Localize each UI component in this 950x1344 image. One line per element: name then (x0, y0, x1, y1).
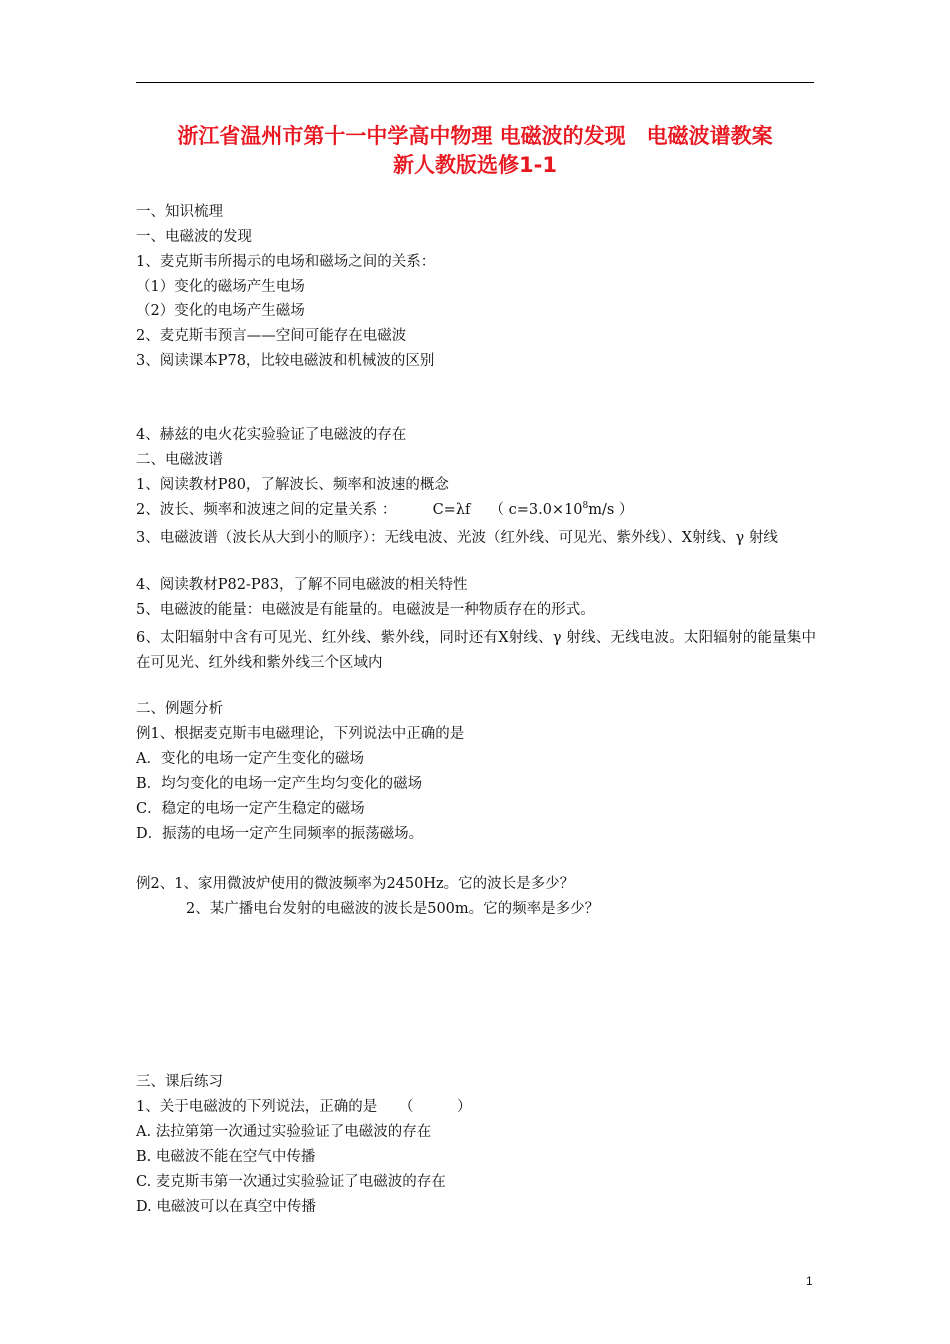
exercise1-option-d: D. 电磁波可以在真空中传播 (136, 1199, 316, 1215)
example1-question: 例1、根据麦克斯韦电磁理论，下列说法中正确的是 (136, 726, 465, 742)
formula-line (136, 501, 633, 519)
section-heading-knowledge: 一、知识梳理 (136, 204, 223, 220)
example1-option-a: A．变化的电场一定产生变化的磁场 (136, 751, 364, 767)
paragraph-line: 5、电磁波的能量：电磁波是有能量的。电磁波是一种物质存在的形式。 (136, 602, 595, 618)
paragraph-line: 4、赫兹的电火花实验验证了电磁波的存在 (136, 427, 407, 443)
formula-exponent: 8 (582, 501, 589, 512)
paragraph-line: 4、阅读教材P82-P83，了解不同电磁波的相关特性 (136, 577, 468, 593)
section-heading-examples: 二、例题分析 (136, 701, 223, 717)
exercise1-option-a: A. 法拉第第一次通过实验验证了电磁波的存在 (136, 1124, 432, 1140)
paragraph-line: （1）变化的磁场产生电场 (136, 279, 305, 295)
example1-option-b: B．均匀变化的电场一定产生均匀变化的磁场 (136, 776, 423, 792)
example1-option-d: D．振荡的电场一定产生同频率的振荡磁场。 (136, 826, 424, 842)
paragraph-line: （2）变化的电场产生磁场 (136, 303, 305, 319)
paragraph-line: 1、麦克斯韦所揭示的电场和磁场之间的关系： (136, 254, 436, 270)
paragraph-line: 3、阅读课本P78，比较电磁波和机械波的区别 (136, 353, 435, 369)
section-heading-exercises: 三、课后练习 (136, 1074, 223, 1090)
paragraph-line: 1、阅读教材P80，了解波长、频率和波速的概念 (136, 477, 449, 493)
formula-text: 2、波长、频率和波速之间的定量关系 ： C=λf （ c=3.0×10 (136, 502, 583, 518)
page-number: 1 (806, 1274, 813, 1288)
document-title-line1: 浙江省温州市第十一中学高中物理 电磁波的发现 电磁波谱教案 (177, 124, 773, 148)
example2-question1: 例2、1、家用微波炉使用的微波频率为2450Hz。它的波长是多少？ (136, 876, 575, 892)
header-rule (136, 82, 814, 83)
paragraph-line: 2、麦克斯韦预言——空间可能存在电磁波 (136, 328, 407, 344)
example1-option-c: C．稳定的电场一定产生稳定的磁场 (136, 801, 365, 817)
subsection-heading-discovery: 一、电磁波的发现 (136, 229, 252, 245)
document-title-line2: 新人教版选修1-1 (393, 153, 557, 177)
section-heading-spectrum: 二、电磁波谱 (136, 452, 223, 468)
paragraph-solar-radiation: 6、太阳辐射中含有可见光、红外线、紫外线，同时还有X射线、γ 射线、无线电波。太阳辐射的能量集中在可见光、红外线和紫外线三个区域内 (136, 630, 816, 671)
exercise1-option-c: C. 麦克斯韦第一次通过实验验证了电磁波的存在 (136, 1174, 446, 1190)
paragraph-spectrum-order: 3、电磁波谱（波长从大到小的顺序）：无线电波、光波（红外线、可见光、紫外线）、X射线、γ 射线 (136, 530, 778, 546)
example2-question2: 2、某广播电台发射的电磁波的波长是500m。它的频率是多少？ (186, 901, 600, 917)
exercise1-option-b: B. 电磁波不能在空气中传播 (136, 1149, 316, 1165)
exercise1-question: 1、关于电磁波的下列说法，正确的是 （ ） (136, 1099, 472, 1115)
formula-unit: m/s ） (588, 502, 634, 518)
